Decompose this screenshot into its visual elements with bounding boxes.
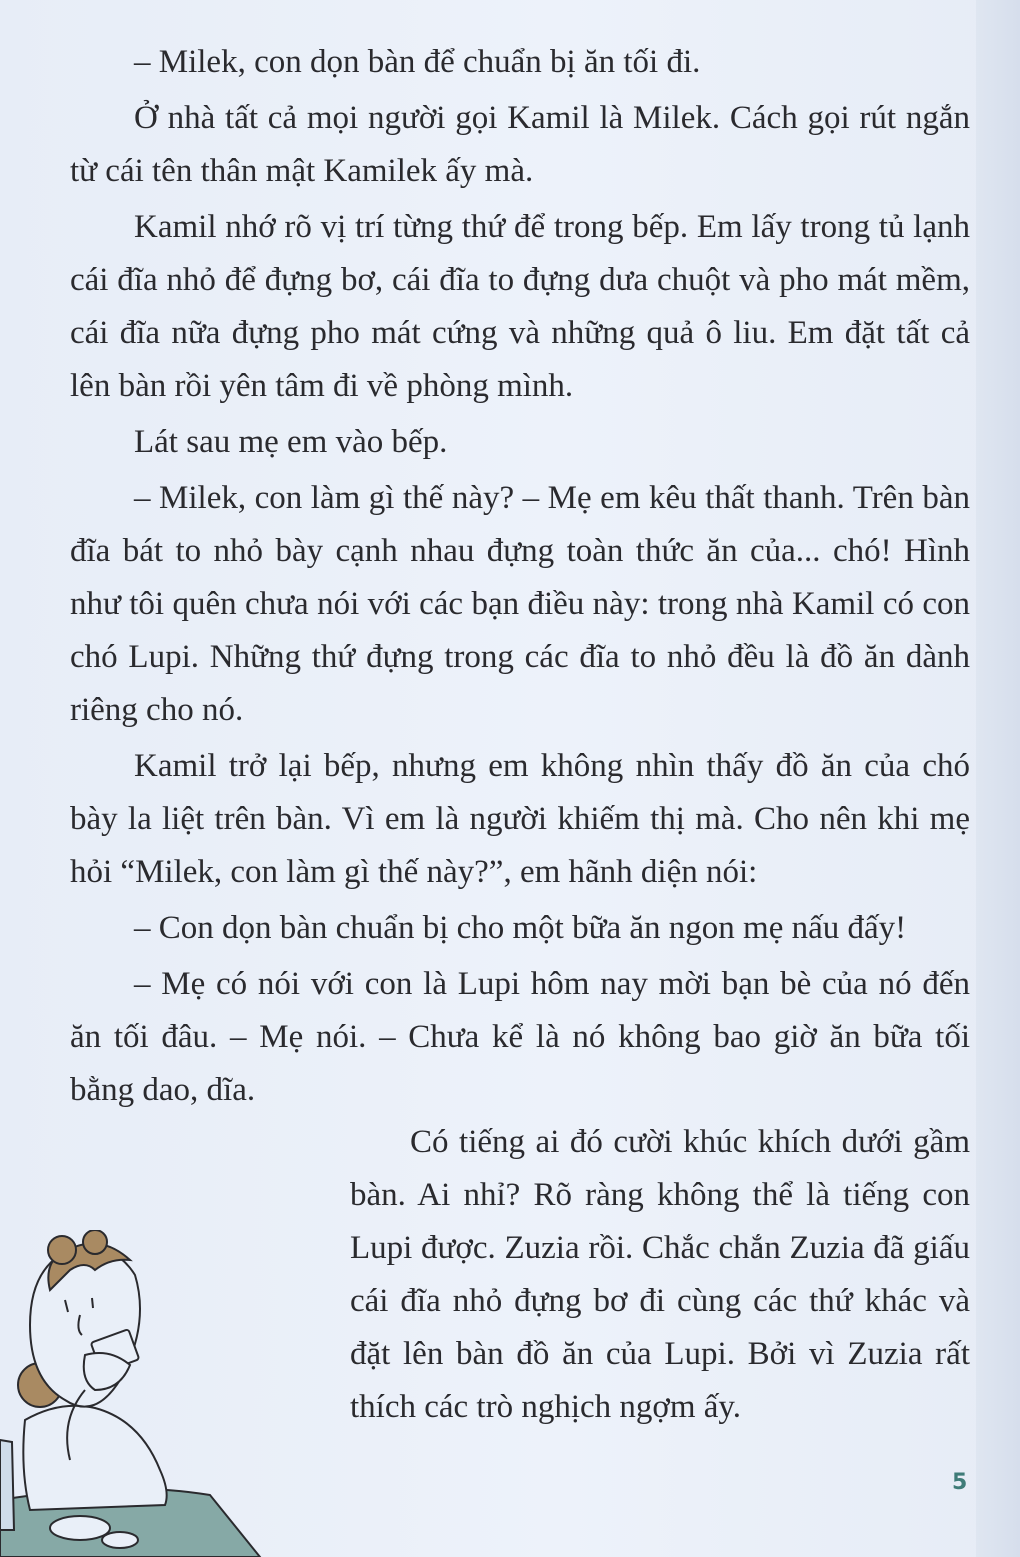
glass <box>0 1440 14 1530</box>
cracker <box>102 1532 138 1548</box>
paragraph: Kamil nhớ rõ vị trí từng thứ để trong bếp. Em lấy trong tủ lạnh cái đĩa nhỏ để đựng bơ, cái đĩa to đựng dưa chuột và pho mát mềm, cái đĩa nữa đựng pho mát cứng và những quả ô liu. Em đặt tất cả lên bàn rồi yên tâm đi về phòng mình. <box>70 209 970 404</box>
body-text <box>70 36 970 1120</box>
paragraph: Ở nhà tất cả mọi người gọi Kamil là Milek. Cách gọi rút ngắn từ cái tên thân mật Kamilek ấy mà. <box>70 100 970 189</box>
girl-head <box>30 1248 140 1406</box>
plate <box>50 1516 110 1540</box>
paragraph: – Milek, con làm gì thế này? – Mẹ em kêu thất thanh. Trên bàn đĩa bát to nhỏ bày cạnh nhau đựng toàn thức ăn của... chó! Hình như tôi quên chưa nói với các bạn điều này: trong nhà Kamil có con chó Lupi. Những thứ đựng trong các đĩa to nhỏ đều là đồ ăn dành riêng cho nó. <box>70 480 970 728</box>
paragraph: Lát sau mẹ em vào bếp. <box>134 424 448 460</box>
body-text-wrapped <box>350 1116 970 1434</box>
paragraph: – Milek, con dọn bàn để chuẩn bị ăn tối đi. <box>134 44 701 80</box>
paragraph: – Con dọn bàn chuẩn bị cho một bữa ăn ngon mẹ nấu đấy! <box>134 910 907 946</box>
hair-curl <box>48 1236 76 1264</box>
page-number: 5 <box>952 1470 968 1495</box>
girl-body <box>23 1406 166 1510</box>
paragraph: Có tiếng ai đó cười khúc khích dưới gầm bàn. Ai nhỉ? Rõ ràng không thể là tiếng con Lupi được. Zuzia rồi. Chắc chắn Zuzia đã giấu cái đĩa nhỏ đựng bơ đi cùng các thứ khác và đặt lên bàn đồ ăn của Lupi. Bởi vì Zuzia rất thích các trò nghịch ngợm ấy. <box>350 1124 970 1425</box>
page-edge-shadow <box>976 0 1020 1557</box>
paragraph: Kamil trở lại bếp, nhưng em không nhìn thấy đồ ăn của chó bày la liệt trên bàn. Vì em là người khiếm thị mà. Cho nên khi mẹ hỏi “Milek, con làm gì thế này?”, em hãnh diện nói: <box>70 748 970 890</box>
eye <box>92 1298 93 1308</box>
paragraph: – Mẹ có nói với con là Lupi hôm nay mời bạn bè của nó đến ăn tối đâu. – Mẹ nói. – Chưa kể là nó không bao giờ ăn bữa tối bằng dao, dĩa. <box>70 966 970 1108</box>
girl-eating-illustration <box>0 1230 330 1557</box>
hair-curl <box>83 1230 107 1254</box>
